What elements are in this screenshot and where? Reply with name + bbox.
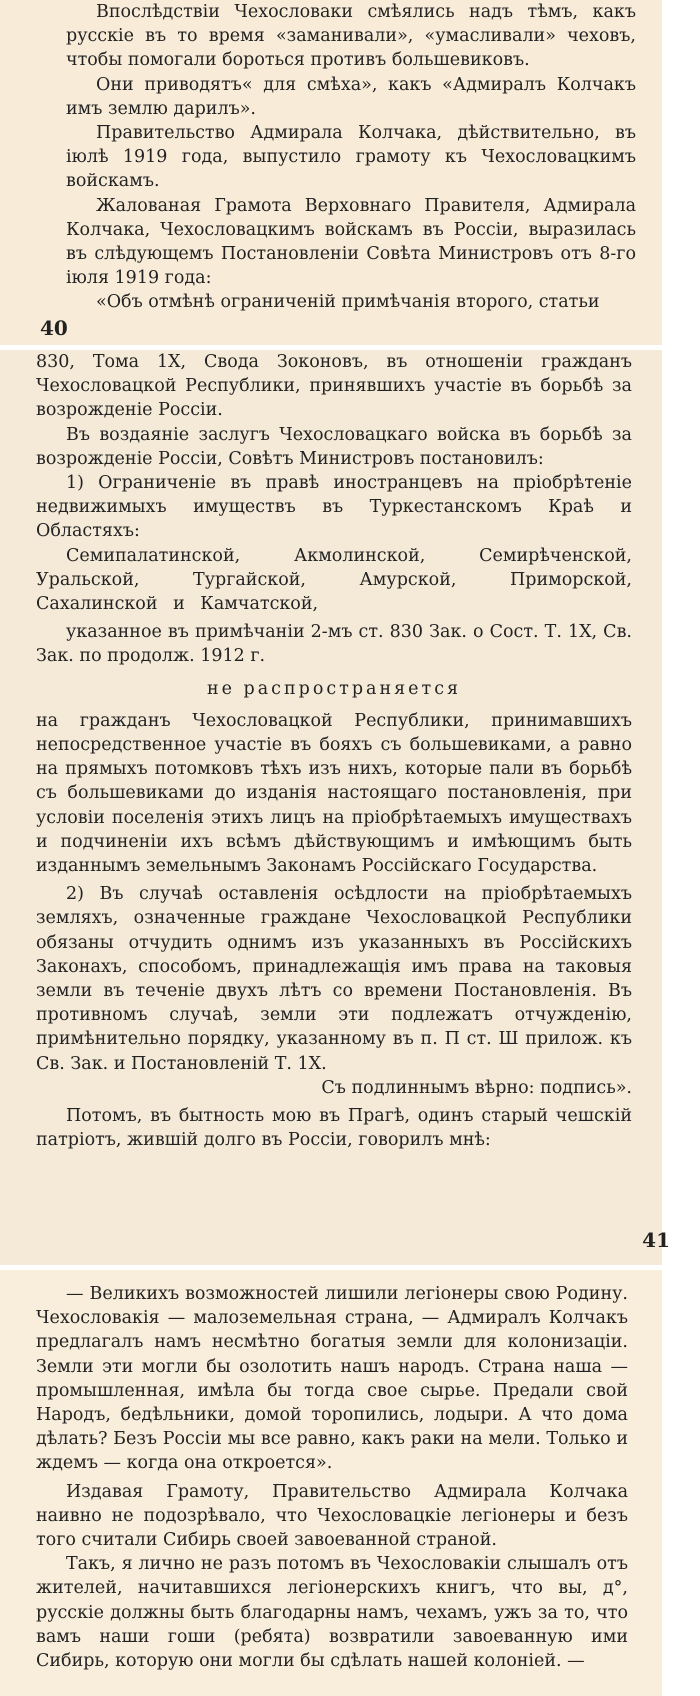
page-number: 40 — [40, 316, 68, 340]
paragraph: 2) Въ случаѣ оставленія осѣдлости на пріобрѣтаемыхъ земляхъ, означенные граждане Чехословацкой Республики обязаны отчудить однимъ изъ указанныхъ въ Россійскихъ Законахъ, способомъ, принадлежащія имъ права на таковыя земли въ теченіе двухъ лѣтъ со времени Постановленія. Въ противномъ случаѣ, земли эти подлежатъ отчужденію, примѣнительно порядку, указанному въ п. П ст. Ш прилож. къ Св. Зак. и Постановленій Т. 1Х. — [36, 884, 632, 1074]
signature-line: Съ подлиннымъ вѣрно: подпись». — [321, 1077, 632, 1098]
page-number: 41 — [642, 1228, 670, 1252]
emphasis-line: не распространяется — [206, 678, 462, 699]
paragraph: Такъ, я лично не разъ потомъ въ Чехословакіи слышалъ отъ жителей, начитавшихся легіонерскихъ книгъ, что вы, д°, русскіе должны быть благодарны намъ, чехамъ, ужъ за то, что вамъ наши гоши (ребята) возвратили завоеванную ими Сибирь, которую они могли бы сдѣлать нашей колоніей. — — [36, 1554, 628, 1672]
paragraph: Въ воздаяніе заслугъ Чехословацкаго войска въ борьбѣ за возрожденіе Россіи, Совѣтъ Министровъ постановилъ: — [36, 424, 632, 469]
paragraph: 1) Ограниченіе въ правѣ иностранцевъ на пріобрѣтеніе недвижимыхъ имуществъ въ Туркестанскомъ Краѣ и Областяхъ: — [36, 473, 632, 542]
paragraph: 830, Тома 1Х, Свода Зоконовъ, въ отношеніи гражданъ Чехословацкой Республики, принявшихъ участіе въ борьбѣ за возрожденіе Россіи. — [36, 352, 632, 421]
paragraph: Потомъ, въ бытность мою въ Прагѣ, одинъ старый чешскій патріотъ, жившій долго въ Россіи, говорилъ мнѣ: — [36, 1106, 632, 1151]
paragraph: Правительство Адмирала Колчака, дѣйствительно, въ іюлѣ 1919 года, выпустило грамоту къ Чехословацкимъ войскамъ. — [66, 123, 636, 192]
paragraph: «Объ отмѣнѣ ограниченій примѣчанія второго, статьи — [96, 292, 600, 313]
paragraph: — Великихъ возможностей лишили легіонеры свою Родину. Чехословакія — малоземельная страна, — Адмиралъ Колчакъ предлагалъ намъ несмѣтно богатыя земли для колонизаціи. Земли эти могли бы озолотить нашъ народъ. Страна наша — промышленная, имѣла бы тогда свое сырье. Предали свой Народъ, бедѣльники, домой торопились, лодыри. А что дома дѣлать? Безъ Россіи мы все равно, какъ раки на мели. Только и ждемъ — когда она откроется». — [36, 1284, 628, 1474]
paragraph: на гражданъ Чехословацкой Республики, принимавшихъ непосредственное участіе въ бояхъ съ большевиками, а равно на прямыхъ потомковъ тѣхъ изъ нихъ, которые пали въ борьбѣ съ большевиками до изданія настоящаго постановленія, при условіи поселенія этихъ лицъ на пріобрѣтаемыхъ имуществахъ и подчиненіи ихъ всѣмъ дѣйствующимъ и имѣющимъ быть изданнымъ земельнымъ Законамъ Россійскаго Государства. — [36, 710, 632, 877]
paragraph: Жалованая Грамота Верховнаго Правителя, Адмирала Колчака, Чехословацкимъ войскамъ въ Россіи, выразилась въ слѣдующемъ Постановленіи Совѣта Министровъ отъ 8-го іюля 1919 года: — [66, 195, 636, 289]
page-41 — [0, 350, 662, 1265]
paragraph: указанное въ примѣчаніи 2-мъ ст. 830 Зак. о Сост. Т. 1Х, Св. Зак. по продолж. 1912 г. — [36, 622, 632, 667]
paragraph: Они приводятъ« для смѣха», какъ «Адмиралъ Колчакъ имъ землю дарилъ». — [66, 74, 636, 119]
paragraph: Семипалатинской, Акмолинской, Семирѣченской, Уральской, Тургайской, Амурской, Приморской, Сахалинской и Камчатской, — [36, 545, 632, 615]
page-40-fragment — [0, 0, 662, 345]
paragraph: Издавая Грамоту, Правительство Адмирала Колчака наивно не подозрѣвало, что Чехословацкіе легіонеры и безъ того считали Сибирь своей завоеванной страной. — [36, 1481, 628, 1551]
paragraph: Впослѣдствіи Чехословаки смѣялись надъ тѣмъ, какъ русскіе въ то время «заманивали», «умасливали» чеховъ, чтобы помогали бороться противъ большевиковъ. — [66, 2, 636, 71]
page-42-fragment — [0, 1270, 662, 1696]
